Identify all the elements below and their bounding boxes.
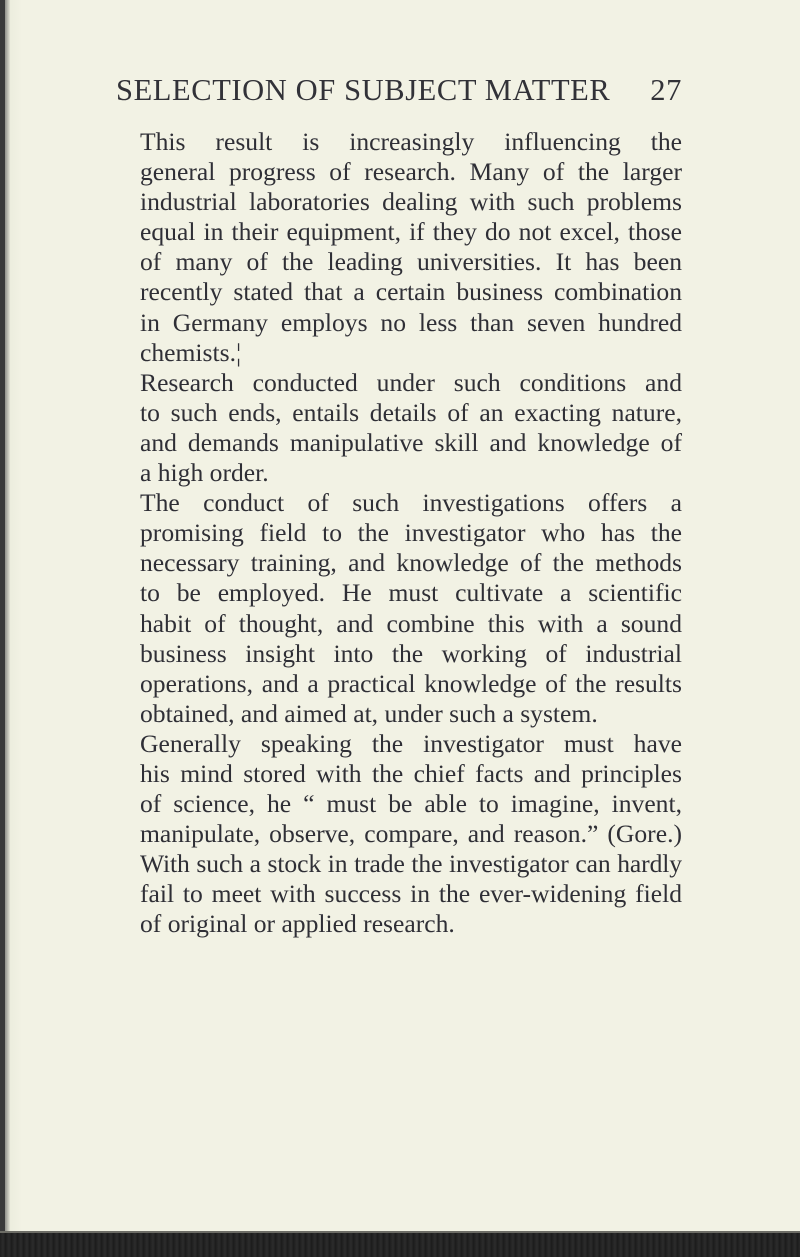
text-line: promising field to the investigator who has the (140, 518, 682, 548)
running-head (116, 73, 682, 108)
text-line: operations, and a practical knowledge of the results (140, 668, 682, 698)
text-line: in Germany employs no less than seven hundred (140, 307, 682, 337)
text-line: recently stated that a certain business combination (140, 277, 682, 307)
text-line: to such ends, entails details of an exacting nature, (140, 397, 682, 427)
paragraph-4 (116, 729, 682, 940)
text-line: Generally speaking the investigator must have (140, 728, 682, 758)
text-line: general progress of research. Many of the larger (140, 157, 682, 187)
paragraph-2 (116, 368, 682, 488)
text-line: industrial laboratories dealing with such problems (140, 187, 682, 217)
paragraph-1 (116, 127, 682, 368)
text-line: Research conducted under such conditions and (140, 367, 682, 397)
text-line: to be employed. He must cultivate a scientific (140, 578, 682, 608)
paragraph-3 (116, 488, 682, 729)
body-text (116, 127, 682, 940)
text-line: equal in their equipment, if they do not excel, those (140, 217, 682, 247)
text-line: a high order. (140, 458, 269, 488)
text-line: his mind stored with the chief facts and principles (140, 758, 682, 788)
text-line: of science, he “ must be able to imagine, invent, (140, 789, 682, 819)
text-line: of many of the leading universities. It has been (140, 247, 682, 277)
scan-bottom-edge (0, 1233, 800, 1257)
text-line: of original or applied research. (140, 909, 455, 939)
page-number: 27 (650, 73, 682, 107)
text-line: and demands manipulative skill and knowledge of (140, 427, 682, 457)
text-line: With such a stock in trade the investigator can hardly (140, 849, 682, 879)
gutter-shadow (5, 0, 10, 1257)
text-line: This result is increasingly influencing the (140, 127, 682, 156)
text-line: The conduct of such investigations offers a (140, 488, 682, 518)
text-line: business insight into the working of industrial (140, 638, 682, 668)
text-line: habit of thought, and combine this with a sound (140, 608, 682, 638)
chapter-title: SELECTION OF SUBJECT MATTER (116, 73, 611, 107)
text-line: obtained, and aimed at, under such a system. (140, 698, 598, 728)
text-line: chemists.¦ (140, 337, 242, 367)
text-line: necessary training, and knowledge of the methods (140, 548, 682, 578)
text-line: manipulate, observe, compare, and reason.” (Gore.) (140, 819, 682, 849)
text-line: fail to meet with success in the ever-widening field (140, 879, 682, 909)
